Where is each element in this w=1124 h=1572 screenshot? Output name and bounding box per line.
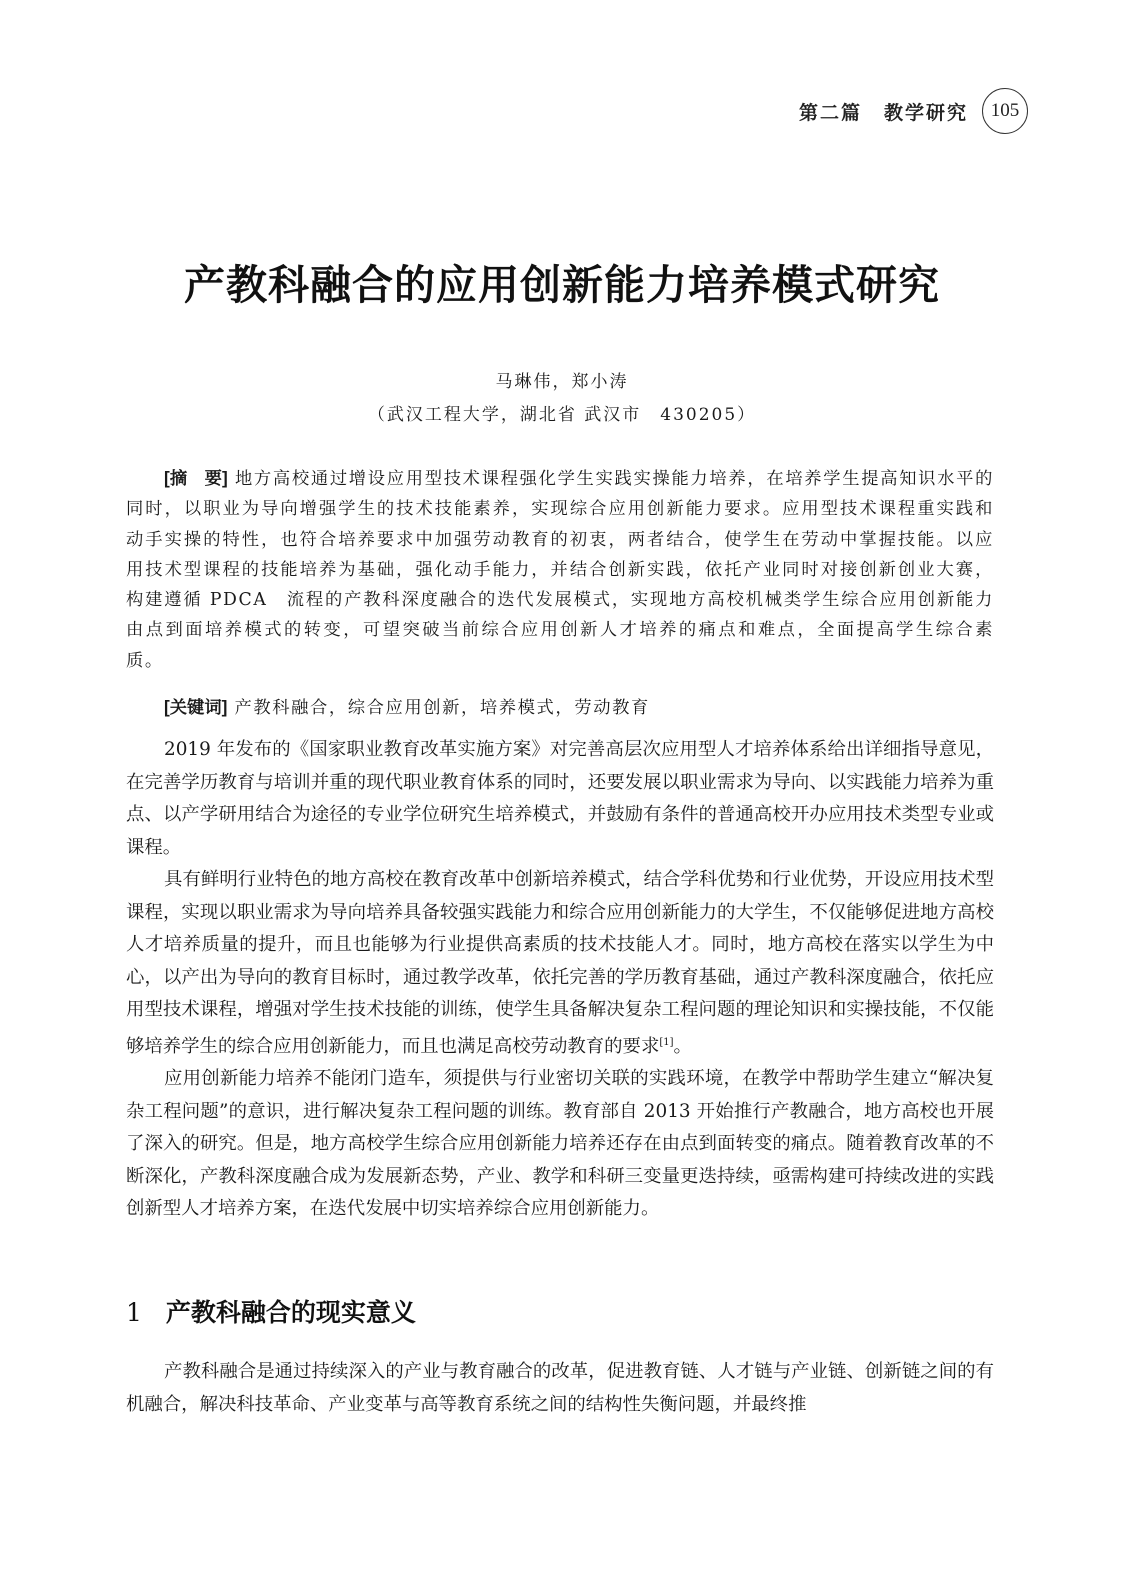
section-title: 产教科融合的现实意义 [165,1298,416,1327]
body-paragraph-2-text: 具有鲜明行业特色的地方高校在教育改革中创新培养模式，结合学科优势和行业优势，开设应用技术型课程，实现以职业需求为导向培养具备较强实践能力和综合应用创新能力的大学生，不仅能够促进地方高校人才培养质量的提升，而且也能够为行业提供高素质的技术技能人才。同时，地方高校在落实以学生为中心，以产出为导向的教育目标时，通过教学改革，依托完善的学历教育基础，通过产教科深度融合，依托应用型技术课程，增强对学生技术技能的训练，使学生具备解决复杂工程问题的理论知识和实操技能，不仅能够培养学生的综合应用创新能力，而且也满足高校劳动教育的要求 [126,869,994,1057]
keywords [126,692,994,723]
section-heading-1 [126,1293,416,1329]
body-paragraph-2-end: 。 [673,1035,692,1057]
page-number-badge: 105 [982,88,1028,134]
section-1-paragraph: 产教科融合是通过持续深入的产业与教育融合的改革，促进教育链、人才链与产业链、创新链之间的有机融合，解决科技革命、产业变革与高等教育系统之间的结构性失衡问题，并最终推 [126,1361,994,1415]
section-1-body [126,1356,994,1421]
paper-title: 产教科融合的应用创新能力培养模式研究 [184,261,940,309]
abstract-label: [摘 要] [164,468,228,488]
running-head [799,88,1028,134]
body-paragraph-3: 应用创新能力培养不能闭门造车，须提供与行业密切关联的实践环境，在教学中帮助学生建立“解决复杂工程问题”的意识，进行解决复杂工程问题的训练。教育部自 2013 开始推行产教融合，地方高校也开展了深入的研究。但是，地方高校学生综合应用创新能力培养还存在由点到面转变的痛点。随着教育改革的不断深化，产教科深度融合成为发展新态势，产业、教学和科研三变量更迭持续，亟需构建可持续改进的实践创新型人才培养方案，在迭代发展中切实培养综合应用创新能力。 [126,1068,994,1220]
keywords-text: 产教科融合，综合应用创新，培养模式，劳动教育 [227,698,650,718]
section-number: 1 [126,1298,142,1327]
author-list: 马琳伟，郑小涛 [495,372,629,392]
abstract [126,463,994,676]
abstract-text: 地方高校通过增设应用型技术课程强化学生实践实操能力培养，在培养学生提高知识水平的同时，以职业为导向增强学生的技术技能素养，实现综合应用创新能力要求。应用型技术课程重实践和动手实操的特性，也符合培养要求中加强劳动教育的初衷，两者结合，使学生在劳动中掌握技能。以应用技术型课程的技能培养为基础，强化动手能力，并结合创新实践，依托产业同时对接创新创业大赛，构建遵循 PDCA 流程的产教科深度融合的迭代发展模式，实现地方高校机械类学生综合应用创新能力由点到面培养模式的转变，可望突破当前综合应用创新人才培养的痛点和难点，全面提高学生综合素质。 [126,469,994,671]
citation-ref: [1] [659,1036,674,1048]
keywords-label: [关键词] [164,697,228,717]
running-head-section: 第二篇 [798,101,862,124]
running-head-topic: 教学研究 [883,101,968,124]
author-affiliation: （武汉工程大学，湖北省 武汉市 430205） [367,405,757,425]
body-intro [126,734,994,1226]
body-paragraph-2 [126,864,994,1063]
body-paragraph-1: 2019 年发布的《国家职业教育改革实施方案》对完善高层次应用型人才培养体系给出详细指导意见，在完善学历教育与培训并重的现代职业教育体系的同时，还要发展以职业需求为导向、以实践能力培养为重点、以产学研用结合为途径的专业学位研究生培养模式，并鼓励有条件的普通高校开办应用技术类型专业或课程。 [126,739,994,858]
